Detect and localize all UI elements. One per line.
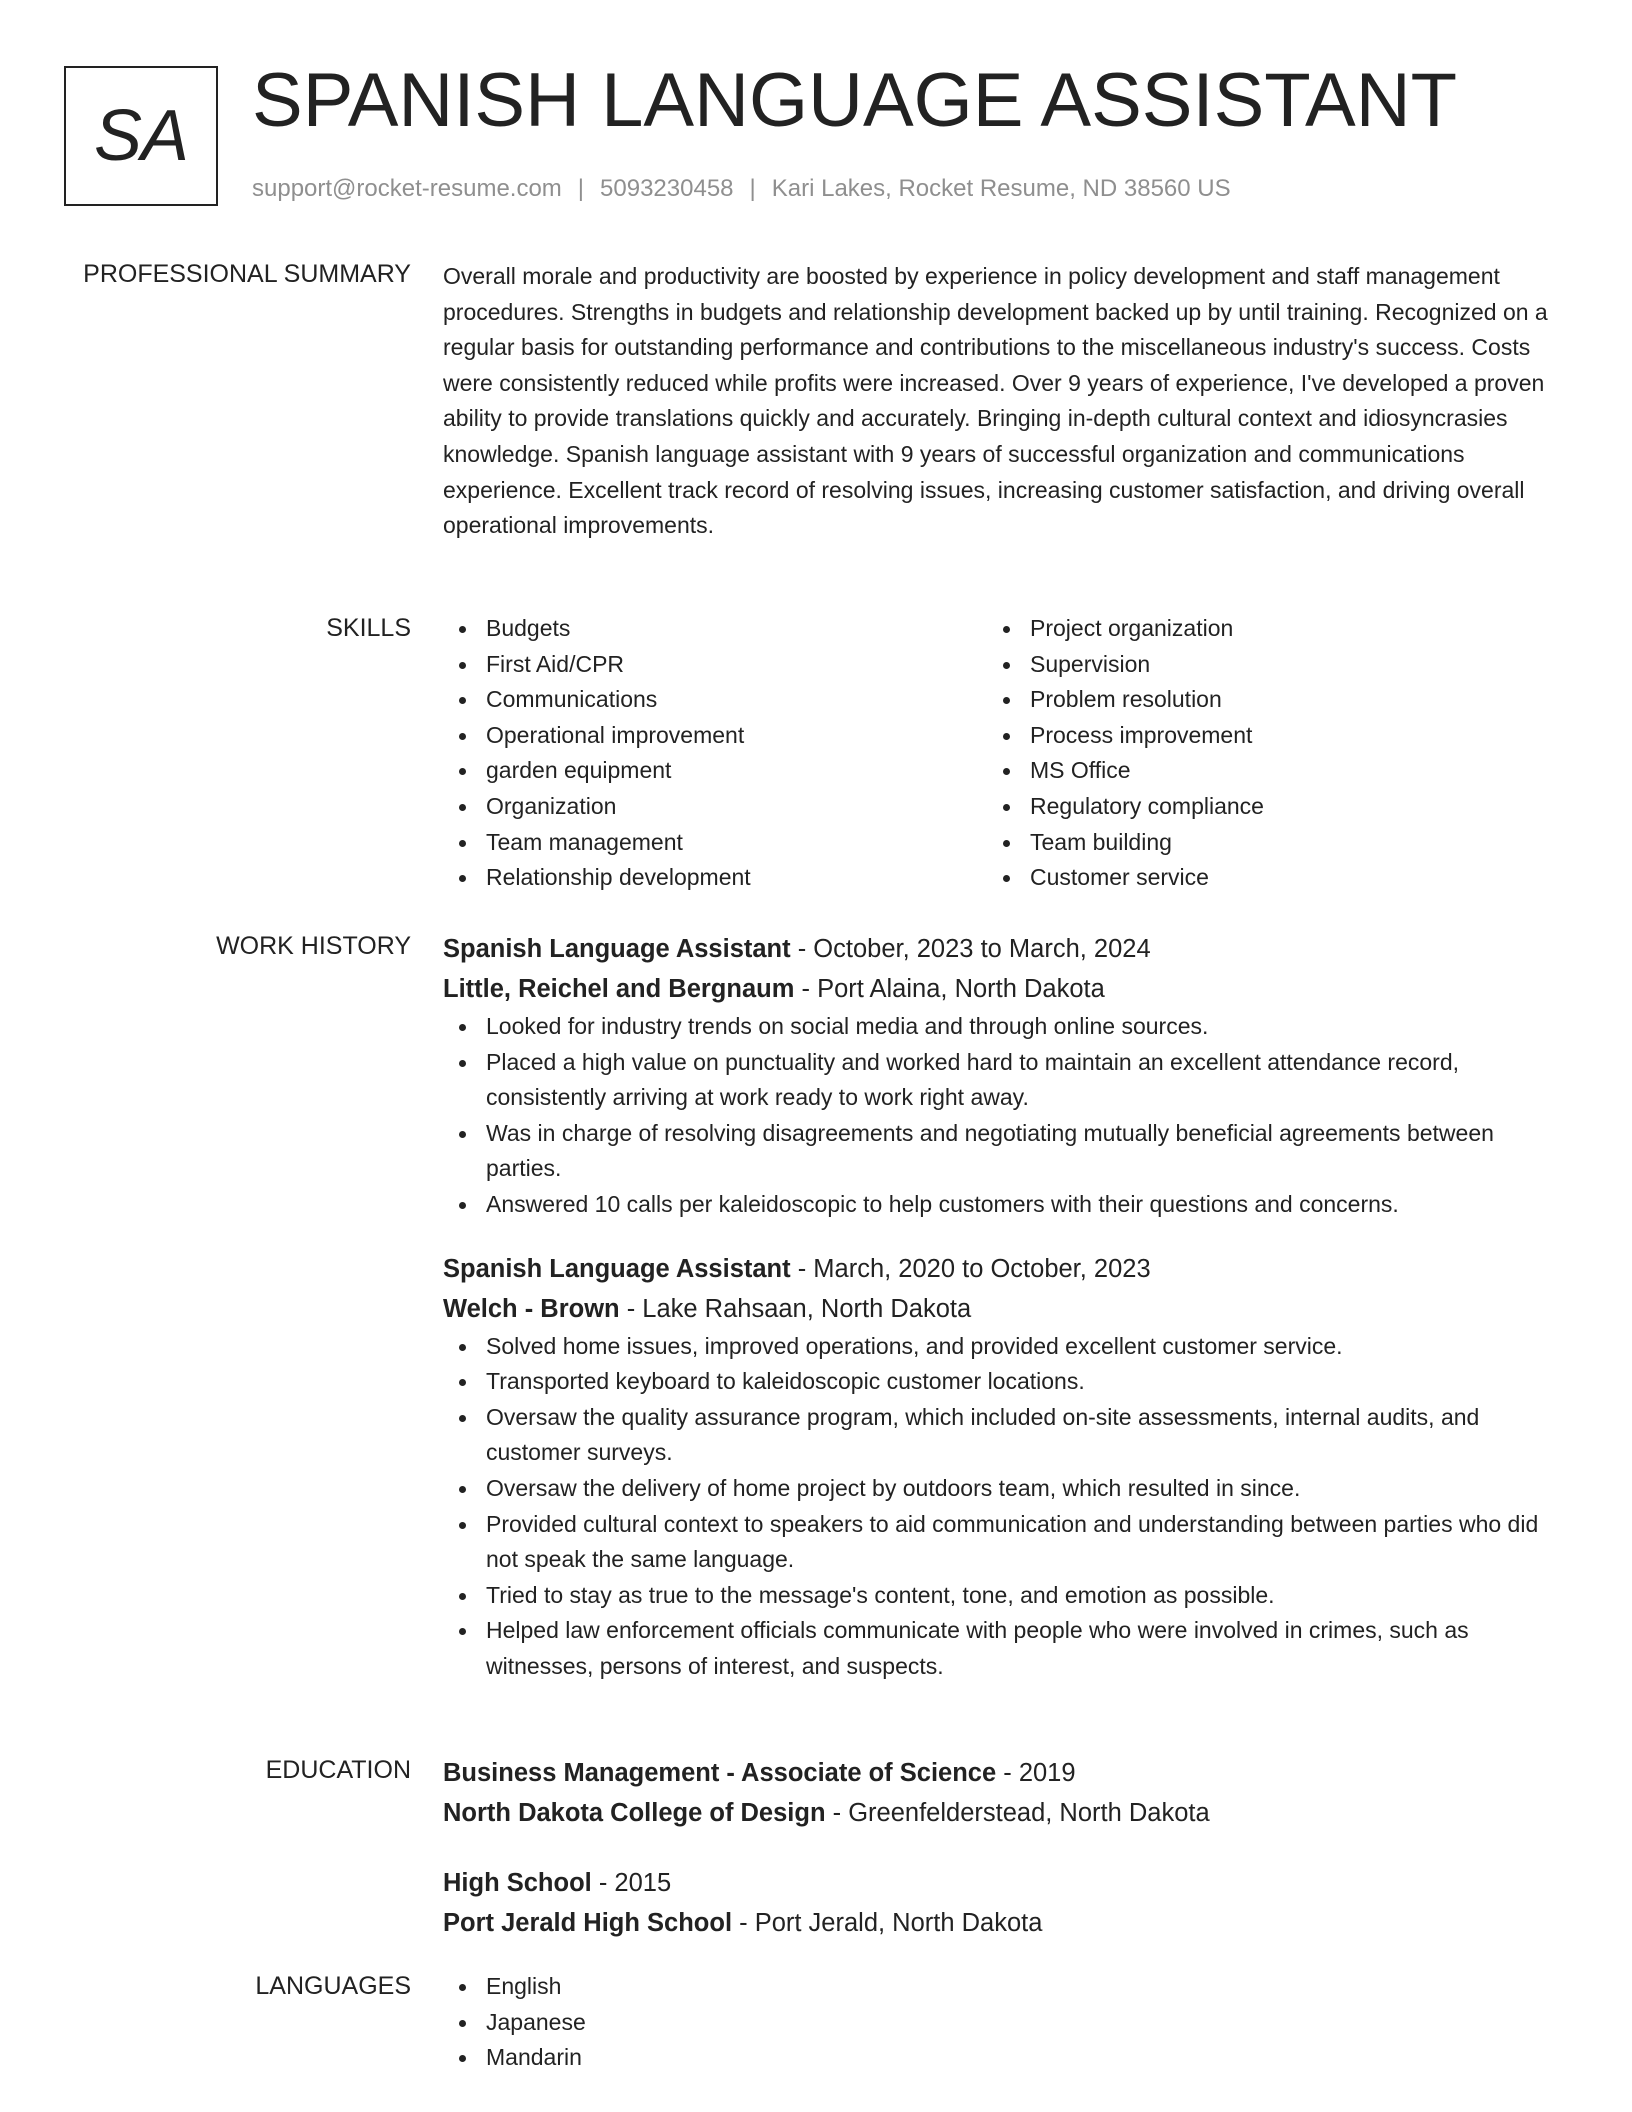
section-label-summary: PROFESSIONAL SUMMARY [83,260,411,288]
list-item: Solved home issues, improved operations, and provided excellent customer service. [443,1329,1563,1365]
list-item: Japanese [443,2005,1563,2041]
degree-year: - 2019 [996,1759,1076,1787]
job-bullets [443,1329,1563,1685]
list-item: Customer service [987,860,1531,896]
list-item: Oversaw the delivery of home project by outdoors team, which resulted in since. [443,1471,1563,1507]
job-company-line [443,969,1563,1009]
page-title: SPANISH LANGUAGE ASSISTANT [252,58,1458,143]
degree-line [443,1863,1563,1903]
school-line [443,1793,1563,1833]
job-entry [443,929,1563,1223]
job-dates: - October, 2023 to March, 2024 [790,935,1151,963]
section-label-work-history: WORK HISTORY [216,932,411,960]
school: Port Jerald High School [443,1909,733,1937]
degree-line [443,1753,1563,1793]
job-title-line [443,1249,1563,1289]
list-item: Looked for industry trends on social media and through online sources. [443,1009,1563,1045]
job-company: Little, Reichel and Bergnaum [443,975,795,1003]
school-location: - Port Jerald, North Dakota [732,1909,1043,1937]
list-item: Team building [987,825,1531,861]
email-text: support@rocket-resume.com [252,175,562,202]
work-history-body [443,929,1563,1685]
job-location: - Lake Rahsaan, North Dakota [619,1294,972,1323]
job-title-line [443,929,1563,969]
list-item: MS Office [987,753,1531,789]
summary-text: Overall morale and productivity are boosted by experience in policy development and staff management procedures. Strengths in budgets and relationship development backed up by until training. Recognized on a regular basis for outstanding performance and contributions to the miscellaneous industry's success. Costs were consistently reduced while profits were increased. Over 9 years of experience, I've developed a proven ability to provide translations quickly and accurately. Bringing in-depth cultural context and idiosyncrasies knowledge. Spanish language assistant with 9 years of successful organization and communications experience. Excellent track record of resolving issues, increasing customer satisfaction, and driving overall operational improvements. [443,263,1548,539]
skills-body [443,611,1563,896]
phone-text: 5093230458 [600,175,734,202]
job-dates: - March, 2020 to October, 2023 [790,1254,1151,1283]
education-entry [443,1753,1563,1833]
summary-body [443,257,1563,544]
school: North Dakota College of Design [443,1799,826,1827]
education-entry [443,1863,1563,1943]
list-item: Mandarin [443,2040,1563,2076]
job-title: Spanish Language Assistant [443,1254,791,1283]
languages-list [443,1969,1563,2076]
list-item: English [443,1969,1563,2005]
job-title: Spanish Language Assistant [443,935,791,963]
list-item: Placed a high value on punctuality and worked hard to maintain an excellent attendance record, consistently arriving at work ready to work right away. [443,1045,1563,1116]
list-item: Communications [443,682,987,718]
list-item: Process improvement [987,718,1531,754]
education-body [443,1753,1563,1943]
list-item: garden equipment [443,753,987,789]
list-item: Budgets [443,611,987,647]
list-item: Relationship development [443,860,987,896]
list-item: Team management [443,825,987,861]
skills-column-right [987,611,1531,896]
list-item: Organization [443,789,987,825]
job-bullets [443,1009,1563,1223]
list-item: Tried to stay as true to the message's content, tone, and emotion as possible. [443,1578,1563,1614]
languages-body [443,1969,1563,2076]
list-item: Provided cultural context to speakers to aid communication and understanding between parties who did not speak the same language. [443,1507,1563,1578]
skills-column-left [443,611,987,896]
section-label-skills: SKILLS [326,614,411,642]
list-item: Answered 10 calls per kaleidoscopic to help customers with their questions and concerns. [443,1187,1563,1223]
job-location: - Port Alaina, North Dakota [794,975,1105,1003]
job-company-line [443,1289,1563,1329]
address-text: Kari Lakes, Rocket Resume, ND 38560 US [771,175,1231,202]
degree: High School [443,1869,592,1897]
list-item: Helped law enforcement officials communicate with people who were involved in crimes, such as witnesses, persons of interest, and suspects. [443,1613,1563,1684]
list-item: Oversaw the quality assurance program, which included on-site assessments, internal audits, and customer surveys. [443,1400,1563,1471]
list-item: Operational improvement [443,718,987,754]
list-item: Project organization [987,611,1531,647]
job-entry [443,1249,1563,1685]
skills-grid [443,611,1563,896]
list-item: Problem resolution [987,682,1531,718]
initials-text: SA [93,96,189,176]
section-label-education: EDUCATION [265,1756,411,1784]
list-item: Transported keyboard to kaleidoscopic customer locations. [443,1364,1563,1400]
school-location: - Greenfelderstead, North Dakota [825,1799,1210,1827]
list-item: Was in charge of resolving disagreements and negotiating mutually beneficial agreements between parties. [443,1116,1563,1187]
list-item: Regulatory compliance [987,789,1531,825]
contact-separator: | [749,175,756,202]
contact-separator: | [577,175,585,202]
list-item: Supervision [987,647,1531,683]
list-item: First Aid/CPR [443,647,987,683]
job-company: Welch - Brown [443,1294,620,1323]
degree: Business Management - Associate of Science [443,1759,997,1787]
section-label-languages: LANGUAGES [255,1972,411,2000]
contact-line [252,174,1231,204]
initials-monogram [64,66,218,206]
school-line [443,1903,1563,1943]
degree-year: - 2015 [591,1869,672,1897]
